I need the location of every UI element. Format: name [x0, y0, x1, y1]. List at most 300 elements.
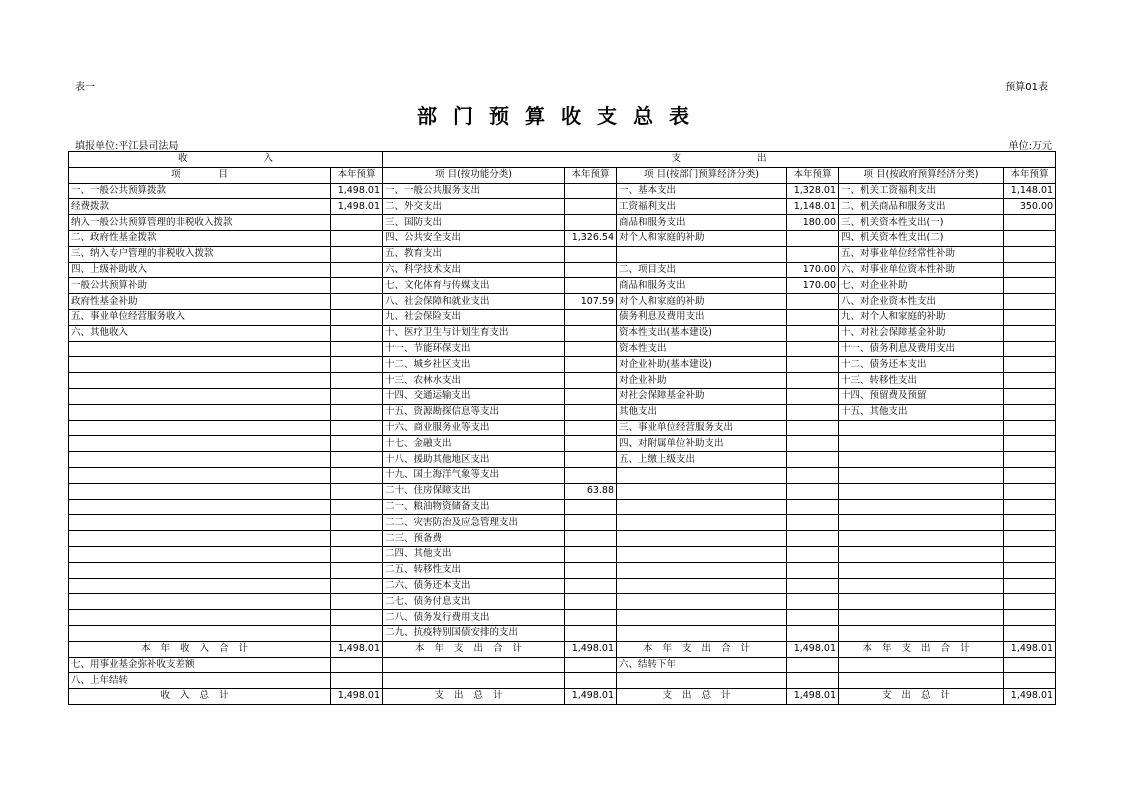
income-group-header: 收 入 — [69, 152, 383, 168]
table-row — [69, 562, 1056, 578]
func-budget — [565, 515, 617, 531]
gov-budget — [1004, 388, 1056, 404]
gov-budget — [1004, 436, 1056, 452]
func-budget — [565, 578, 617, 594]
gov-item: 九、对个人和家庭的补助 — [839, 309, 1004, 325]
income-item — [69, 452, 331, 468]
gov-budget — [1004, 578, 1056, 594]
income-item — [69, 610, 331, 626]
func-item-header: 项 目(按功能分类) — [383, 167, 565, 183]
table-row — [69, 594, 1056, 610]
income-budget — [331, 404, 383, 420]
income-item: 一般公共预算补助 — [69, 278, 331, 294]
income-item — [69, 546, 331, 562]
gov-budget — [1004, 546, 1056, 562]
func-budget — [565, 309, 617, 325]
func-budget — [565, 199, 617, 215]
func-budget — [565, 436, 617, 452]
gov-budget — [1004, 594, 1056, 610]
dept-item — [617, 562, 787, 578]
func-item: 十四、交通运输支出 — [383, 388, 565, 404]
dept-item — [617, 515, 787, 531]
income-budget — [331, 625, 383, 641]
gov-item — [839, 610, 1004, 626]
income-budget — [331, 531, 383, 547]
func-budget — [565, 357, 617, 373]
dept-item — [617, 246, 787, 262]
dept-item — [617, 483, 787, 499]
income-budget — [331, 341, 383, 357]
dept-item: 对企业补助 — [617, 373, 787, 389]
dept-budget — [787, 610, 839, 626]
dept-budget — [787, 531, 839, 547]
dept-item: 二、项目支出 — [617, 262, 787, 278]
income-budget — [331, 373, 383, 389]
gov-subtotal-value: 1,498.01 — [1004, 641, 1056, 657]
dept-budget: 170.00 — [787, 262, 839, 278]
table-row — [69, 341, 1056, 357]
dept-budget — [787, 578, 839, 594]
income-item — [69, 531, 331, 547]
income-subtotal-value: 1,498.01 — [331, 641, 383, 657]
func-budget — [565, 404, 617, 420]
func-item: 三、国防支出 — [383, 215, 565, 231]
dept-budget-header: 本年预算 — [787, 167, 839, 183]
table-row — [69, 246, 1056, 262]
gov-budget — [1004, 625, 1056, 641]
dept-item — [617, 673, 787, 689]
gov-budget — [1004, 467, 1056, 483]
dept-item — [617, 578, 787, 594]
income-total-value: 1,498.01 — [331, 689, 383, 705]
gov-item: 二、机关商品和服务支出 — [839, 199, 1004, 215]
income-item-header: 项 目 — [69, 167, 331, 183]
func-item — [383, 673, 565, 689]
func-budget — [565, 278, 617, 294]
gov-budget — [1004, 657, 1056, 673]
gov-item: 八、对企业资本性支出 — [839, 294, 1004, 310]
income-budget — [331, 278, 383, 294]
dept-subtotal-value: 1,498.01 — [787, 641, 839, 657]
table-row — [69, 531, 1056, 547]
dept-budget — [787, 483, 839, 499]
func-budget: 107.59 — [565, 294, 617, 310]
func-budget — [565, 562, 617, 578]
income-budget — [331, 420, 383, 436]
dept-item: 其他支出 — [617, 404, 787, 420]
gov-item: 十三、转移性支出 — [839, 373, 1004, 389]
table-row — [69, 546, 1056, 562]
dept-budget — [787, 341, 839, 357]
func-item: 六、科学技术支出 — [383, 262, 565, 278]
gov-budget — [1004, 357, 1056, 373]
dept-item: 商品和服务支出 — [617, 215, 787, 231]
gov-budget: 1,148.01 — [1004, 183, 1056, 199]
income-total-label: 收入总计 — [69, 689, 331, 705]
table-row — [69, 452, 1056, 468]
income-item — [69, 420, 331, 436]
expense-group-header: 支 出 — [383, 152, 1056, 168]
income-item — [69, 341, 331, 357]
income-item — [69, 625, 331, 641]
gov-budget — [1004, 278, 1056, 294]
income-budget: 1,498.01 — [331, 183, 383, 199]
table-row — [69, 420, 1056, 436]
gov-budget — [1004, 341, 1056, 357]
income-budget — [331, 467, 383, 483]
func-budget: 63.88 — [565, 483, 617, 499]
gov-budget-header: 本年预算 — [1004, 167, 1056, 183]
table-row — [69, 215, 1056, 231]
income-item — [69, 578, 331, 594]
table-row — [69, 625, 1056, 641]
dept-item: 商品和服务支出 — [617, 278, 787, 294]
func-item: 二一、粮油物资储备支出 — [383, 499, 565, 515]
dept-budget — [787, 499, 839, 515]
income-item — [69, 594, 331, 610]
dept-item — [617, 594, 787, 610]
dept-budget — [787, 546, 839, 562]
func-budget — [565, 546, 617, 562]
gov-item: 十二、债务还本支出 — [839, 357, 1004, 373]
gov-item — [839, 594, 1004, 610]
gov-budget — [1004, 515, 1056, 531]
table-row — [69, 578, 1056, 594]
page-title: 部门预算收支总表 — [417, 104, 705, 128]
gov-item — [839, 673, 1004, 689]
income-budget — [331, 546, 383, 562]
dept-item: 对个人和家庭的补助 — [617, 294, 787, 310]
gov-budget — [1004, 673, 1056, 689]
func-budget — [565, 594, 617, 610]
dept-item: 资本性支出(基本建设) — [617, 325, 787, 341]
func-item: 二、外交支出 — [383, 199, 565, 215]
dept-subtotal-label: 本年支出合计 — [617, 641, 787, 657]
table-row — [69, 388, 1056, 404]
dept-item: 六、结转下年 — [617, 657, 787, 673]
func-budget: 1,326.54 — [565, 230, 617, 246]
dept-budget — [787, 373, 839, 389]
income-budget — [331, 309, 383, 325]
income-item: 经费拨款 — [69, 199, 331, 215]
dept-budget — [787, 436, 839, 452]
func-item: 二八、债务发行费用支出 — [383, 610, 565, 626]
gov-budget — [1004, 246, 1056, 262]
gov-item — [839, 625, 1004, 641]
income-budget — [331, 230, 383, 246]
gov-item-header: 项 目(按政府预算经济分类) — [839, 167, 1004, 183]
income-item — [69, 499, 331, 515]
gov-total-label: 支出总计 — [839, 689, 1004, 705]
income-budget — [331, 262, 383, 278]
gov-item — [839, 546, 1004, 562]
func-budget — [565, 531, 617, 547]
form-number-label: 预算01表 — [1005, 82, 1048, 93]
dept-budget — [787, 467, 839, 483]
income-budget-header: 本年预算 — [331, 167, 383, 183]
dept-budget — [787, 246, 839, 262]
extra-row — [69, 657, 1056, 673]
gov-item — [839, 578, 1004, 594]
income-item: 纳入一般公共预算管理的非税收入拨款 — [69, 215, 331, 231]
dept-budget — [787, 452, 839, 468]
func-item: 十八、援助其他地区支出 — [383, 452, 565, 468]
func-item: 十、医疗卫生与计划生育支出 — [383, 325, 565, 341]
gov-item: 十一、债务利息及费用支出 — [839, 341, 1004, 357]
func-budget-header: 本年预算 — [565, 167, 617, 183]
income-budget — [331, 357, 383, 373]
income-budget — [331, 436, 383, 452]
table-row — [69, 278, 1056, 294]
gov-item: 十四、预留费及预留 — [839, 388, 1004, 404]
gov-total-value: 1,498.01 — [1004, 689, 1056, 705]
income-budget — [331, 610, 383, 626]
gov-budget — [1004, 420, 1056, 436]
func-budget — [565, 610, 617, 626]
func-total-label: 支出总计 — [383, 689, 565, 705]
gov-budget — [1004, 262, 1056, 278]
table-row — [69, 294, 1056, 310]
dept-item: 资本性支出 — [617, 341, 787, 357]
dept-budget — [787, 294, 839, 310]
subtotal-row — [69, 641, 1056, 657]
table-row — [69, 373, 1056, 389]
gov-item: 五、对事业单位经常性补助 — [839, 246, 1004, 262]
dept-budget — [787, 230, 839, 246]
func-item: 五、教育支出 — [383, 246, 565, 262]
dept-budget — [787, 420, 839, 436]
gov-item: 十五、其他支出 — [839, 404, 1004, 420]
gov-budget — [1004, 483, 1056, 499]
dept-budget: 1,148.01 — [787, 199, 839, 215]
reporting-unit: 填报单位:平江县司法局 — [75, 141, 179, 152]
income-budget — [331, 499, 383, 515]
gov-budget — [1004, 294, 1056, 310]
total-row — [69, 689, 1056, 705]
gov-subtotal-label: 本年支出合计 — [839, 641, 1004, 657]
dept-budget: 170.00 — [787, 278, 839, 294]
dept-budget: 180.00 — [787, 215, 839, 231]
gov-budget — [1004, 499, 1056, 515]
dept-item: 对企业补助(基本建设) — [617, 357, 787, 373]
func-budget — [565, 183, 617, 199]
currency-unit: 单位:万元 — [1008, 141, 1052, 152]
gov-item — [839, 657, 1004, 673]
func-budget — [565, 373, 617, 389]
func-budget — [565, 246, 617, 262]
income-item: 六、其他收入 — [69, 325, 331, 341]
func-item: 二七、债务付息支出 — [383, 594, 565, 610]
budget-summary-table — [68, 151, 1056, 705]
dept-item: 四、对附属单位补助支出 — [617, 436, 787, 452]
func-item: 二十、住房保障支出 — [383, 483, 565, 499]
func-budget — [565, 215, 617, 231]
gov-item — [839, 531, 1004, 547]
income-item: 四、上级补助收入 — [69, 262, 331, 278]
func-budget — [565, 452, 617, 468]
func-item: 二九、抗疫特别国债安排的支出 — [383, 625, 565, 641]
dept-item — [617, 531, 787, 547]
income-item: 八、上年结转 — [69, 673, 331, 689]
func-budget — [565, 467, 617, 483]
table-row — [69, 404, 1056, 420]
income-item — [69, 467, 331, 483]
gov-item — [839, 499, 1004, 515]
dept-item: 三、事业单位经营服务支出 — [617, 420, 787, 436]
income-item — [69, 436, 331, 452]
dept-item — [617, 625, 787, 641]
income-item — [69, 373, 331, 389]
income-item: 七、用事业基金弥补收支差额 — [69, 657, 331, 673]
income-budget — [331, 452, 383, 468]
dept-item: 债务利息及费用支出 — [617, 309, 787, 325]
table-row — [69, 199, 1056, 215]
func-budget — [565, 420, 617, 436]
dept-budget — [787, 309, 839, 325]
func-item: 九、社会保险支出 — [383, 309, 565, 325]
gov-item — [839, 467, 1004, 483]
func-budget — [565, 341, 617, 357]
table-row — [69, 467, 1056, 483]
func-item: 一、一般公共服务支出 — [383, 183, 565, 199]
gov-budget — [1004, 404, 1056, 420]
func-item: 二六、债务还本支出 — [383, 578, 565, 594]
func-budget — [565, 625, 617, 641]
dept-budget: 1,328.01 — [787, 183, 839, 199]
income-item — [69, 404, 331, 420]
income-item: 五、事业单位经营服务收入 — [69, 309, 331, 325]
income-budget — [331, 483, 383, 499]
func-item: 二四、其他支出 — [383, 546, 565, 562]
gov-item: 六、对事业单位资本性补助 — [839, 262, 1004, 278]
func-item: 十一、节能环保支出 — [383, 341, 565, 357]
func-item: 十六、商业服务业等支出 — [383, 420, 565, 436]
func-budget — [565, 657, 617, 673]
dept-budget — [787, 673, 839, 689]
gov-budget — [1004, 562, 1056, 578]
gov-item: 十、对社会保障基金补助 — [839, 325, 1004, 341]
extra-row — [69, 673, 1056, 689]
dept-item: 工资福利支出 — [617, 199, 787, 215]
func-item: 十五、资源勘探信息等支出 — [383, 404, 565, 420]
income-item — [69, 515, 331, 531]
func-budget — [565, 262, 617, 278]
gov-budget — [1004, 531, 1056, 547]
dept-budget — [787, 388, 839, 404]
dept-total-value: 1,498.01 — [787, 689, 839, 705]
table-row — [69, 309, 1056, 325]
gov-item — [839, 452, 1004, 468]
gov-budget — [1004, 610, 1056, 626]
dept-budget — [787, 657, 839, 673]
func-item: 七、文化体育与传媒支出 — [383, 278, 565, 294]
dept-item — [617, 499, 787, 515]
table-row — [69, 262, 1056, 278]
income-budget — [331, 594, 383, 610]
func-total-value: 1,498.01 — [565, 689, 617, 705]
income-budget — [331, 294, 383, 310]
income-item — [69, 357, 331, 373]
func-item: 十七、金融支出 — [383, 436, 565, 452]
income-item — [69, 388, 331, 404]
func-item: 十九、国土海洋气象等支出 — [383, 467, 565, 483]
func-item: 二二、灾害防治及应急管理支出 — [383, 515, 565, 531]
table-row — [69, 357, 1056, 373]
table-row — [69, 183, 1056, 199]
income-item — [69, 483, 331, 499]
func-subtotal-value: 1,498.01 — [565, 641, 617, 657]
gov-item — [839, 436, 1004, 452]
table-row — [69, 499, 1056, 515]
table-row — [69, 436, 1056, 452]
dept-item: 五、上缴上级支出 — [617, 452, 787, 468]
func-item: 四、公共安全支出 — [383, 230, 565, 246]
dept-budget — [787, 625, 839, 641]
dept-budget — [787, 325, 839, 341]
dept-item-header: 项 目(按部门预算经济分类) — [617, 167, 787, 183]
func-item: 十二、城乡社区支出 — [383, 357, 565, 373]
dept-budget — [787, 515, 839, 531]
group-header-row — [69, 152, 1056, 168]
table-row — [69, 515, 1056, 531]
gov-budget — [1004, 325, 1056, 341]
income-budget — [331, 325, 383, 341]
income-item — [69, 562, 331, 578]
income-budget — [331, 388, 383, 404]
func-subtotal-label: 本年支出合计 — [383, 641, 565, 657]
dept-budget — [787, 594, 839, 610]
func-item: 十三、农林水支出 — [383, 373, 565, 389]
dept-total-label: 支出总计 — [617, 689, 787, 705]
gov-budget — [1004, 373, 1056, 389]
income-subtotal-label: 本年收入合计 — [69, 641, 331, 657]
column-header-row — [69, 167, 1056, 183]
income-budget — [331, 673, 383, 689]
income-budget: 1,498.01 — [331, 199, 383, 215]
income-budget — [331, 246, 383, 262]
dept-item: 对个人和家庭的补助 — [617, 230, 787, 246]
table-number-label: 表一 — [75, 82, 95, 93]
dept-budget — [787, 562, 839, 578]
dept-item — [617, 546, 787, 562]
gov-item: 三、机关资本性支出(一) — [839, 215, 1004, 231]
table-row — [69, 483, 1056, 499]
dept-budget — [787, 357, 839, 373]
gov-budget — [1004, 452, 1056, 468]
func-item: 八、社会保障和就业支出 — [383, 294, 565, 310]
dept-item: 一、基本支出 — [617, 183, 787, 199]
gov-budget — [1004, 230, 1056, 246]
gov-item — [839, 515, 1004, 531]
func-budget — [565, 673, 617, 689]
func-item: 二五、转移性支出 — [383, 562, 565, 578]
gov-budget — [1004, 309, 1056, 325]
income-budget — [331, 215, 383, 231]
income-budget — [331, 578, 383, 594]
income-budget — [331, 515, 383, 531]
income-item: 二、政府性基金拨款 — [69, 230, 331, 246]
func-item — [383, 657, 565, 673]
gov-item: 七、对企业补助 — [839, 278, 1004, 294]
gov-item: 一、机关工资福利支出 — [839, 183, 1004, 199]
income-budget — [331, 562, 383, 578]
income-item: 一、一般公共预算拨款 — [69, 183, 331, 199]
gov-budget — [1004, 215, 1056, 231]
dept-item: 对社会保障基金补助 — [617, 388, 787, 404]
income-item: 三、纳入专户管理的非税收入拨款 — [69, 246, 331, 262]
income-budget — [331, 657, 383, 673]
func-budget — [565, 499, 617, 515]
